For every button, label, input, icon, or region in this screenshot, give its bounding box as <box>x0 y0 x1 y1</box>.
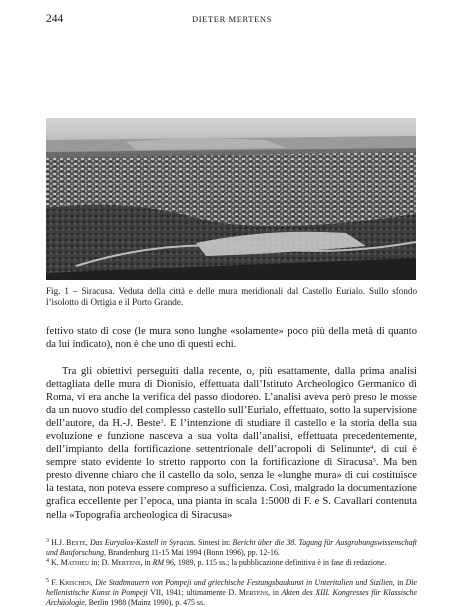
footnote-3: $^3$ H.J. Beste, Das Euryalos-Kastell in Syracus. Sintesi in: Bericht über die 38. Tagung für Ausgrabungswissenschaft und Bauforschung, Brandenburg 11-15 Mai 1994 (Bonn 1996), pp. 12-16. <box>46 538 417 557</box>
footnote-3-mid: Sintesi in: <box>195 538 233 547</box>
footnote-4-end: 96, 1989, p. 115 ss.; la pubblicazione definitiva è in fase di redazione. <box>164 558 387 567</box>
footnote-3-author: H.J. Beste <box>51 538 86 547</box>
figure-photo <box>46 118 416 280</box>
footnote-5-title3: Akten des XIII. Kongresses für Klassische Archäologie, <box>46 587 417 607</box>
page-header <box>46 13 418 27</box>
footnote-4-rm: RM <box>152 558 165 567</box>
paragraph-2-text-a: Tra gli obiettivi perseguiti dalla recente, o, più esattamente, dalla prima analisi dettagliata delle mura di Dionisio, effettuata dall’Istituto Archeologico Germanico di Roma, vi era anche la verifica del passo diodoreo. L’analisi aveva però preso le mosse da un nuovo studio del complesso castello sull’Eurialo, effettuato, sotto la supervisione dell’autore, da H.-J. Beste <box>46 366 417 430</box>
footnote-ref-3: 3 <box>160 419 164 426</box>
paragraph-2-text-c: , di cui è sempre stato evidente lo stretto rapporto con la fortificazione di Siracusa <box>46 444 417 469</box>
paragraph-2-text-d: . Ma ben presto divenne chiaro che il castello da solo, senza le «lunghe mura» di cui costituisce la testata, non poteva essere compreso a sufficienza. Così, malgrado la documentazione grafica eccellente per l’epoca, una pianta in scala 1:5000 di F. e S. Cavallari contenuta nella «Topografia archeologica di Siracusa» <box>46 457 417 521</box>
footnote-5-pre-akten: , in <box>268 587 282 597</box>
running-head: DIETER MERTENS <box>192 14 272 24</box>
footnote-3-number: 3 <box>46 538 49 544</box>
paragraph-1: fettivo stato di cose (le mura sono lunghe «solamente» poco più della metà di quanto da lui indicato), non è che uno di questi echi. <box>46 326 417 351</box>
footnote-5-title1: Die Stadtmauern von Pompeji und griechische Festungsbaukunst in Unteritalien und Sizilien, <box>95 578 395 587</box>
footnote-5-title2: Die hellenistische Kunst in Pompeji <box>46 578 417 597</box>
footnote-3-journal: Bericht über die 38. Tagung für Ausgrabungswissenschaft und Bauforschung, <box>46 538 417 557</box>
footnote-5-mid: VII, 1941; ultimamente D. <box>147 587 239 597</box>
footnote-5-author: F. Krischen <box>51 578 91 587</box>
paragraph-2 <box>46 365 417 522</box>
footnote-ref-5: 5 <box>372 458 376 465</box>
footnote-5-sep: , <box>90 578 96 587</box>
footnote-4-mid: in: D. <box>89 558 112 567</box>
aerial-city-photo <box>46 118 416 280</box>
footnote-5 <box>46 578 417 607</box>
footnote-5-in: in <box>394 578 406 587</box>
footnote-4 <box>46 558 417 568</box>
footnote-4-number: 4 <box>46 558 49 564</box>
footnote-4-author2: Mertens <box>111 558 141 567</box>
footnote-ref-4: 4 <box>370 445 374 452</box>
footnote-5-author2: Mertens <box>238 587 269 597</box>
paragraph-2-text-b: . E l’intenzione di studiare il castello e la storia della sua evoluzione e funzione nasceva a sua volta dall’analisi, effettuata precedentemente, dell’impianto della fortificazione settentrionale dell’acropoli di Selinunte <box>46 418 417 456</box>
footnote-4-pre-rm: , in <box>140 558 153 567</box>
footnote-4-author: K. Mathieu <box>50 558 90 567</box>
footnote-3-end: Brandenburg 11-15 Mai 1994 (Bonn 1996), pp. 12-16. <box>106 547 280 557</box>
page-number: 244 <box>46 13 64 25</box>
footnote-3-title: Das Euryalos-Kastell in Syracus. <box>89 538 196 547</box>
footnote-5-end: Berlin 1988 (Mainz 1990), p. 475 ss. <box>86 597 206 607</box>
footnote-5-number: 5 <box>46 578 49 584</box>
figure-caption: Fig. 1 – Siracusa. Veduta della città e delle mura meridionali dal Castello Eurialo. Sullo sfondo l’isolotto di Ortigia e il Porto Grande. <box>46 286 417 307</box>
